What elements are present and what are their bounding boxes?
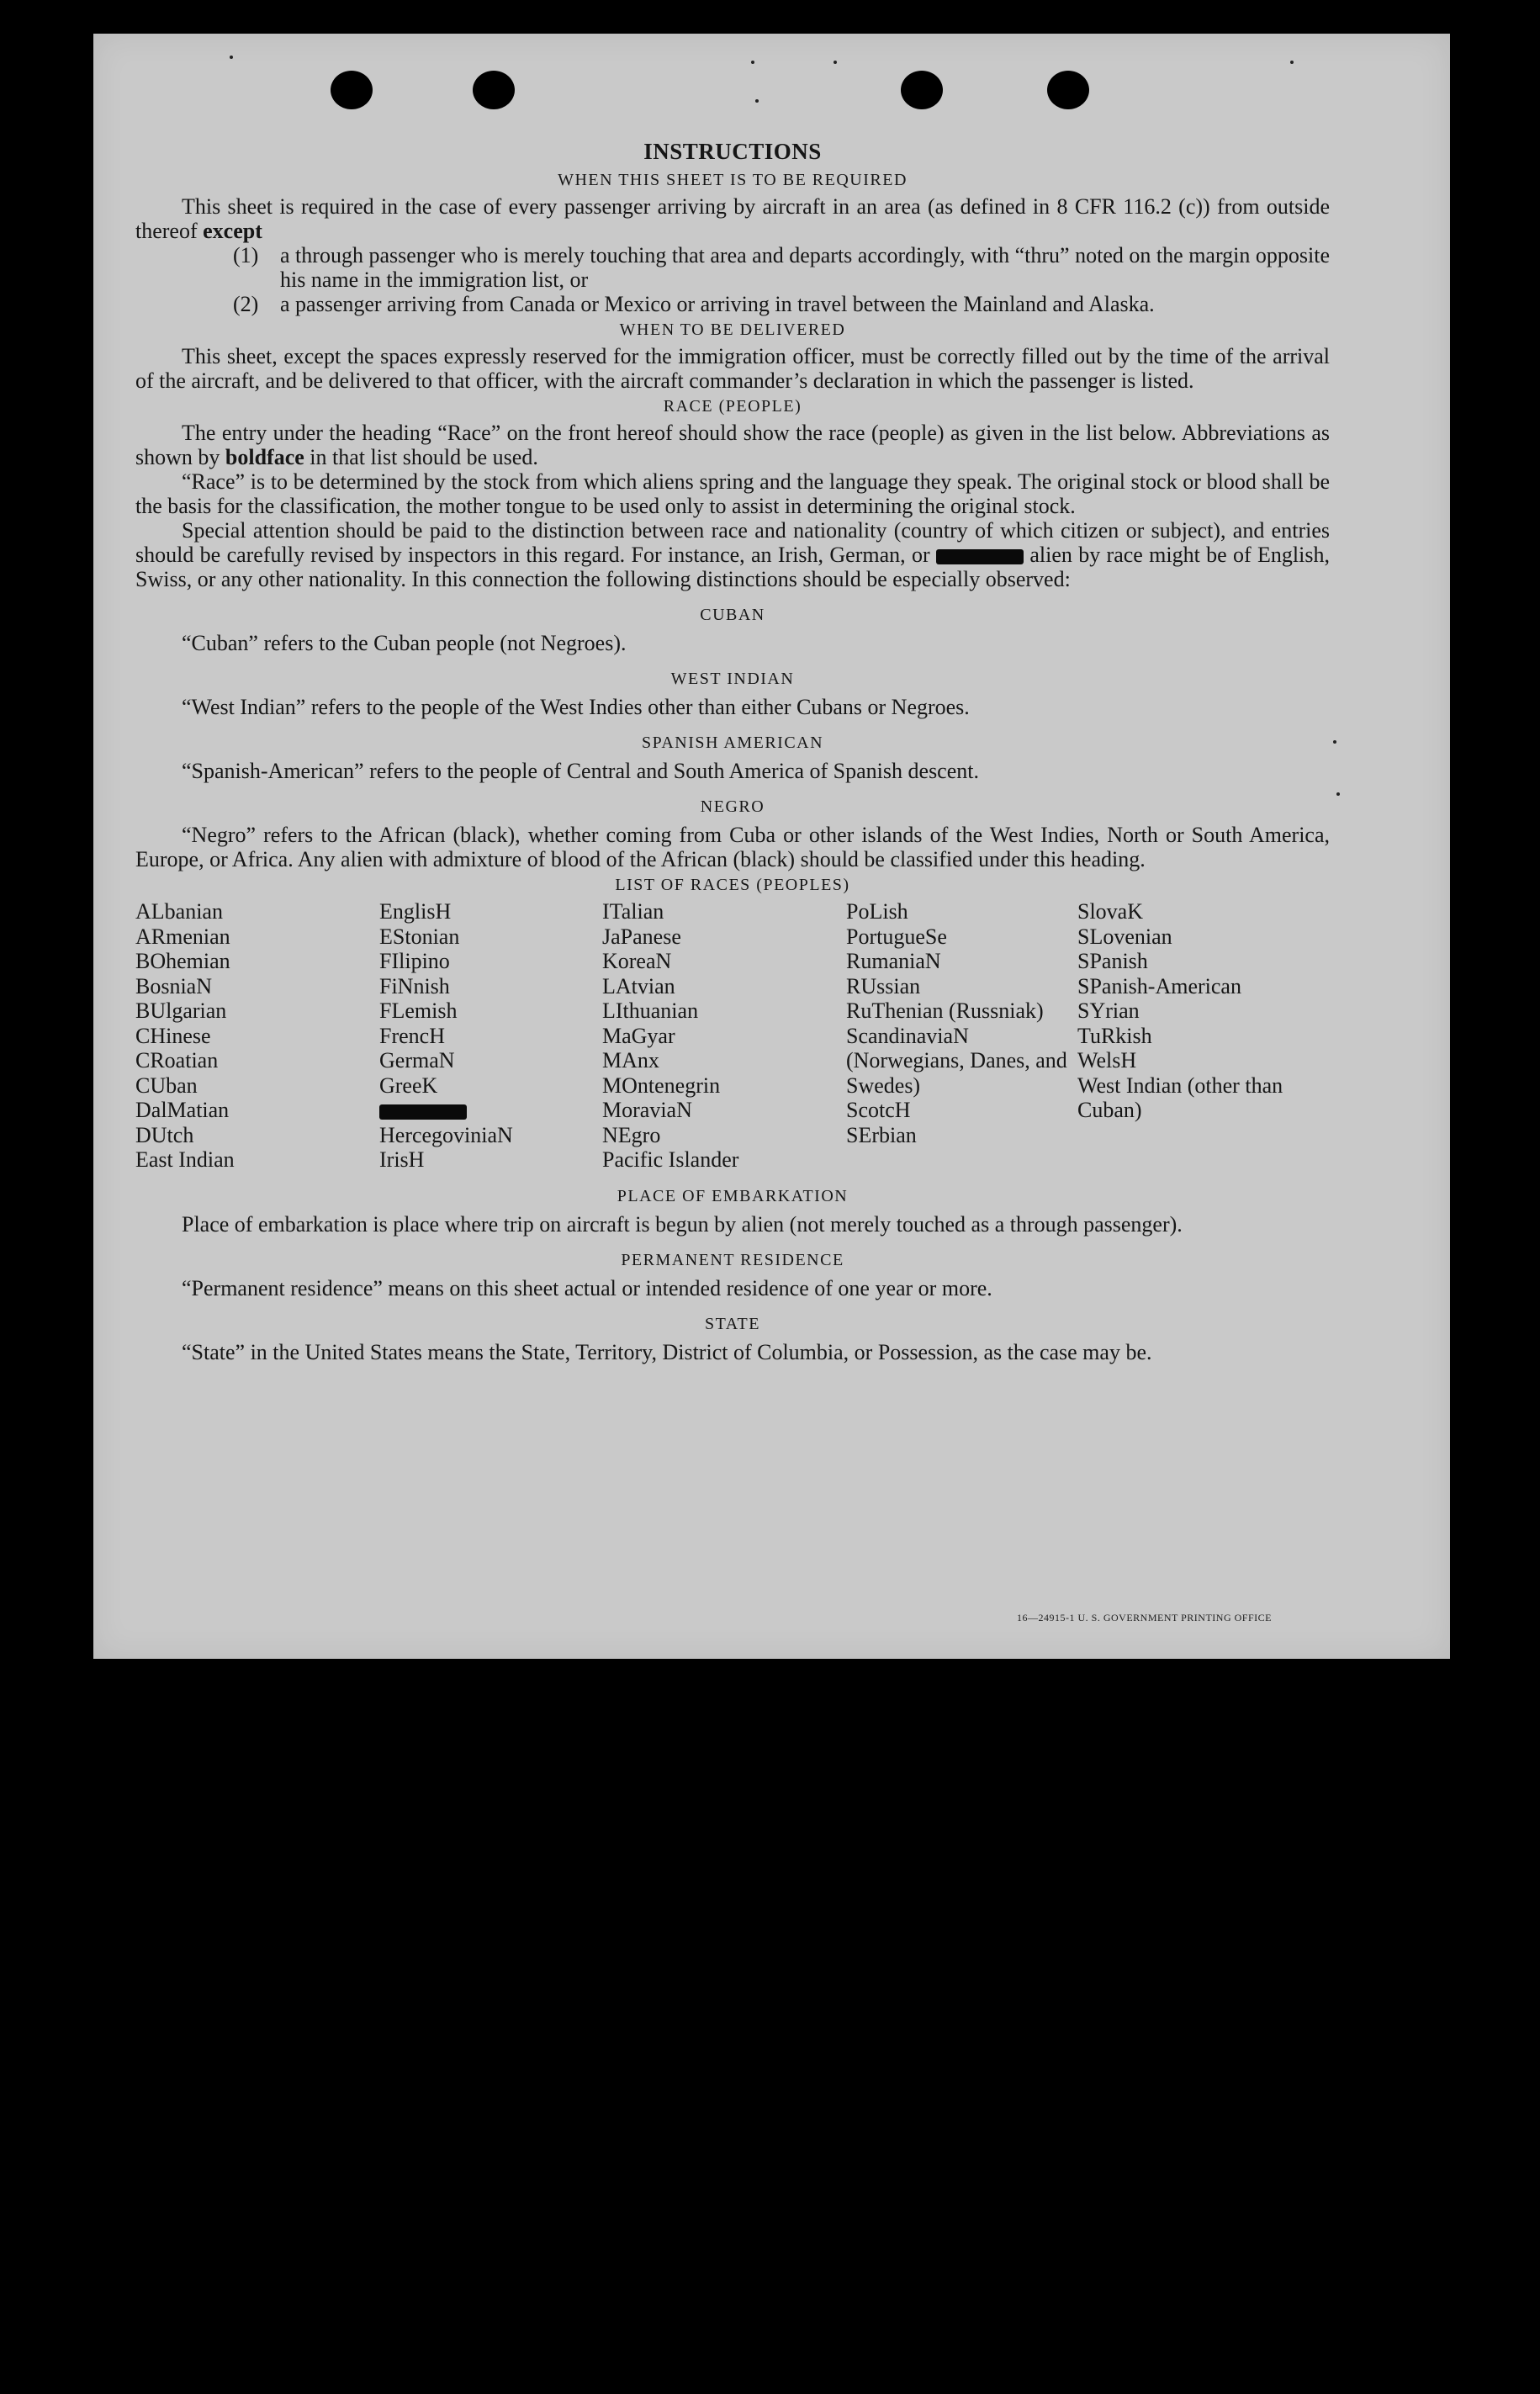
clause-text: a through passenger who is merely touching that area and departs accordingly, with “thru” noted on the margin opposite his name in the immigration list, or [280,243,1330,292]
redaction-mark [379,1104,467,1120]
instructions-content [135,133,1330,1364]
race-item: SErbian [846,1122,917,1147]
clause-text: a passenger arriving from Canada or Mexico or arriving in travel between the Mainland and Alaska. [280,292,1155,316]
section-heading-cuban: CUBAN [700,606,765,624]
race-item: WelsH [1077,1048,1137,1073]
section-heading-negro: NEGRO [700,797,765,816]
permanent-residence-text: “Permanent residence” means on this sheet actual or intended residence of one year or more. [182,1275,992,1300]
clause-number: (2) [233,292,259,316]
race-item: RUssian [846,973,921,998]
punch-hole [473,71,515,109]
section-heading-list-of-races: LIST OF RACES (PEOPLES) [615,876,850,894]
section-heading-place-of-embarkation: PLACE OF EMBARKATION [617,1186,849,1205]
race-item: NEgro [602,1122,661,1147]
when-delivered-text: This sheet, except the spaces expressly reserved for the immigration officer, must be correctly filled out by the time of the arrival of the aircraft, and be delivered to that officer, with the aircraft commander’s declaration in which the passenger is listed. [135,344,1330,393]
race-item: FiNnish [379,973,450,998]
cuban-text: “Cuban” refers to the Cuban people (not Negroes). [182,631,627,655]
clause-1 [135,243,1330,292]
races-list [135,899,1330,1173]
race-item: SlovaK [1077,899,1143,924]
place-of-embarkation-text: Place of embarkation is place where trip on aircraft is begun by alien (not merely touched as a through passenger). [182,1211,1183,1237]
race-item: East Indian [135,1147,235,1172]
west-indian-text: “West Indian” refers to the people of the West Indies other than either Cubans or Negroes. [182,695,970,719]
section-heading-spanish-american: SPANISH AMERICAN [641,734,824,752]
document-title: INSTRUCTIONS [643,139,822,164]
race-item: HercegoviniaN [379,1122,513,1147]
section-heading-west-indian: WEST INDIAN [670,670,795,688]
section-heading-race: RACE (PEOPLE) [663,397,802,416]
races-column-3 [602,899,846,1173]
speck [1333,740,1336,744]
races-column-5 [1077,899,1305,1173]
race-item: ARmenian [135,924,230,949]
race-item: FIlipino [379,949,450,973]
race-item: MOntenegrin [602,1073,721,1098]
race-item: LAtvian [602,973,675,998]
clause-2 [135,292,1330,316]
race-item: DalMatian [135,1098,230,1122]
race-item: MAnx [602,1048,659,1073]
section-heading-when-required: WHEN THIS SHEET IS TO BE REQUIRED [558,171,908,189]
race-item: KoreaN [602,949,672,973]
section-heading-state: STATE [705,1314,760,1333]
race-item-redacted [379,1098,602,1123]
race-item: Pacific Islander [602,1147,739,1172]
race-item: TuRkish [1077,1023,1152,1048]
race-item: SPanish [1077,949,1148,973]
race-item: GermaN [379,1048,455,1073]
race-item: MoraviaN [602,1098,692,1122]
race-item: IrisH [379,1147,425,1172]
section-heading-permanent-residence: PERMANENT RESIDENCE [621,1250,844,1269]
print-code: 16—24915-1 U. S. GOVERNMENT PRINTING OFFICE [1017,1612,1272,1623]
race-item: BOhemian [135,949,230,973]
race-item: FLemish [379,998,458,1023]
speck [755,99,759,103]
speck [751,61,754,64]
clause-number: (1) [233,243,259,267]
race-item: JaPanese [602,924,681,949]
race-paragraph-2: “Race” is to be determined by the stock from which aliens spring and the language they speak. The original stock or blood shall be the basis for the classification, the mother tongue to be used only to assist in determining the original stock. [135,469,1330,518]
race-item: ALbanian [135,899,223,924]
race-item: ScotcH [846,1098,911,1122]
punch-hole [901,71,943,109]
state-text: “State” in the United States means the State, Territory, District of Columbia, or Possession, as the case may be. [182,1339,1152,1364]
race-paragraph-1: The entry under the heading “Race” on the front hereof should show the race (people) as given in the list below. Abbreviations as shown by boldface in that list should be used. [135,421,1330,469]
race-item: ITalian [602,899,664,924]
race-item: EnglisH [379,899,452,924]
race-paragraph-3: Special attention should be paid to the distinction between race and nationality (country of which citizen or subject), and entries should be carefully revised by inspectors in this regard. For instance, an Irish, German, or alien by race might be of English, Swiss, or any other nationality. In this connection the following distinctions should be especially observed: [135,518,1330,591]
race-item: CRoatian [135,1048,219,1073]
race-item: GreeK [379,1073,438,1098]
speck [230,56,233,59]
race-item: RuThenian (Russniak) [846,998,1044,1023]
race-item: PortugueSe [846,924,947,949]
race-item: RumaniaN [846,949,941,973]
race-item: PoLish [846,899,908,924]
race-item: LIthuanian [602,998,699,1023]
race-item: BosniaN [135,973,212,998]
race-item: MaGyar [602,1023,675,1048]
race-item: ScandinaviaN (Norwegians, Danes, and Swedes) [846,1023,1067,1098]
speck [1290,61,1294,64]
race-item: West Indian (other than Cuban) [1077,1073,1283,1122]
race-item: CUban [135,1073,198,1098]
race-item: EStonian [379,924,460,949]
race-item: BUlgarian [135,998,227,1023]
race-item: CHinese [135,1023,211,1048]
spanish-american-text: “Spanish-American” refers to the people of Central and South America of Spanish descent. [182,759,979,783]
punch-hole [331,71,373,109]
race-item: SYrian [1077,998,1140,1023]
punch-hole [1047,71,1089,109]
race-item: DUtch [135,1122,194,1147]
document-sheet [93,34,1450,1659]
when-required-intro: This sheet is required in the case of every passenger arriving by aircraft in an area (as defined in 8 CFR 116.2 (c)) from outside thereof except [135,194,1330,243]
races-column-2 [379,899,602,1173]
races-column-4 [846,899,1077,1173]
races-column-1 [135,899,379,1173]
race-item: FrencH [379,1023,445,1048]
redaction-mark [936,549,1024,564]
speck [1336,792,1340,796]
section-heading-when-delivered: WHEN TO BE DELIVERED [619,320,846,339]
race-item: SPanish-American [1077,973,1241,998]
negro-text: “Negro” refers to the African (black), whether coming from Cuba or other islands of the West Indies, North or South America, Europe, or Africa. Any alien with admixture of blood of the African (black) should be classified under this heading. [135,823,1330,871]
race-item: SLovenian [1077,924,1172,949]
speck [834,61,837,64]
